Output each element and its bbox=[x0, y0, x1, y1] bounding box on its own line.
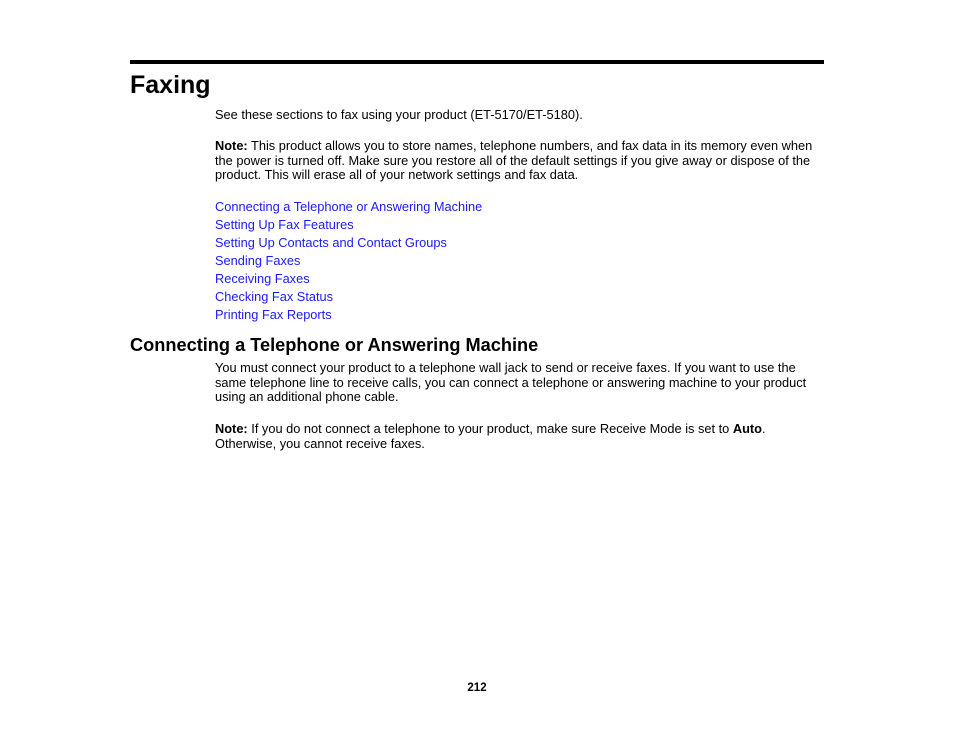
link-connecting-telephone[interactable]: Connecting a Telephone or Answering Machine bbox=[215, 199, 483, 214]
section-heading: Connecting a Telephone or Answering Machine bbox=[130, 335, 539, 355]
link-item bbox=[215, 271, 482, 289]
page-number: 212 bbox=[467, 682, 487, 694]
link-receiving-faxes[interactable]: Receiving Faxes bbox=[215, 271, 310, 286]
note-paragraph bbox=[215, 139, 827, 183]
note-text: This product allows you to store names, telephone numbers, and fax data in its memory even when the power is turned off. Make sure you restore all of the default settings if you give away or dispose of the product. This will erase all of your network settings and fax data. bbox=[215, 138, 813, 183]
section-paragraph: You must connect your product to a telephone wall jack to send or receive faxes. If you want to use the same telephone line to receive calls, you can connect a telephone or answering machine to your product using an additional phone cable. bbox=[215, 360, 807, 405]
intro-text bbox=[215, 108, 827, 123]
section-note-emphasis: Auto bbox=[732, 421, 762, 436]
link-checking-fax-status[interactable]: Checking Fax Status bbox=[215, 289, 334, 304]
section-links bbox=[215, 199, 482, 325]
link-item bbox=[215, 307, 482, 325]
section-note-label: Note: bbox=[215, 421, 248, 436]
link-item bbox=[215, 235, 482, 253]
link-sending-faxes[interactable]: Sending Faxes bbox=[215, 253, 301, 268]
link-item bbox=[215, 253, 482, 271]
link-item bbox=[215, 289, 482, 307]
link-item bbox=[215, 199, 482, 217]
link-item bbox=[215, 217, 482, 235]
top-rule bbox=[130, 60, 824, 64]
section-body bbox=[215, 361, 827, 405]
link-printing-fax-reports[interactable]: Printing Fax Reports bbox=[215, 307, 332, 322]
section-note-text-before: If you do not connect a telephone to your product, make sure Receive Mode is set to bbox=[247, 421, 733, 436]
page-title: Faxing bbox=[130, 71, 211, 99]
link-setting-up-contacts[interactable]: Setting Up Contacts and Contact Groups bbox=[215, 235, 447, 250]
section-note-text-after: . Otherwise, you cannot receive faxes. bbox=[215, 421, 766, 451]
intro-paragraph: See these sections to fax using your product (ET-5170/ET-5180). bbox=[215, 107, 583, 122]
note-label: Note: bbox=[215, 138, 248, 153]
link-setting-up-fax-features[interactable]: Setting Up Fax Features bbox=[215, 217, 354, 232]
section-note bbox=[215, 422, 827, 451]
